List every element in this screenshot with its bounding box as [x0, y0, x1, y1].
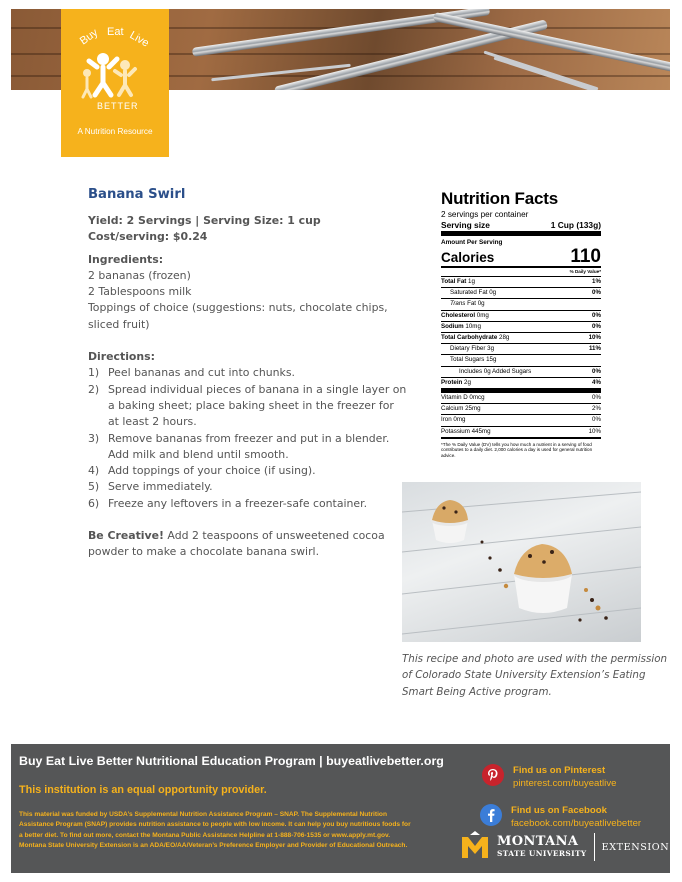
direction-step: 1) Peel bananas and cut into chunks. [88, 366, 295, 380]
recipe-section [88, 186, 408, 561]
msu-name-line1: MONTANA [497, 834, 579, 849]
nutrient-row: Trans Fat 0g [441, 298, 601, 309]
serving-size-row: Serving size 1 Cup (133g) [441, 220, 601, 230]
nutrient-row: Calcium 25mg 2% [441, 403, 601, 414]
nutrient-row: Vitamin D 0mcg 0% [441, 388, 601, 403]
msu-name-line2: STATE UNIVERSITY [497, 849, 587, 858]
ingredient-item: 2 bananas (frozen) [88, 268, 191, 282]
photo-caption: This recipe and photo are used with the permission of Colorado State University Extension’s Eating Smart Being Active program. [402, 653, 668, 698]
footer [11, 744, 670, 873]
nutrient-row: Total Carbohydrate 28g 10% [441, 332, 601, 343]
ingredient-item: Toppings of choice (suggestions: nuts, chocolate chips, sliced fruit) [88, 301, 388, 331]
logo-figures-icon [69, 21, 161, 113]
direction-step: 5) Serve immediately. [88, 480, 213, 494]
direction-step: 6) Freeze any leftovers in a freezer-safe container. [88, 496, 368, 510]
facebook-url[interactable]: facebook.com/buyeatlivebetter [511, 818, 642, 829]
facebook-icon [480, 804, 502, 826]
banana-swirl-photo [402, 482, 641, 642]
logo-subtitle: A Nutrition Resource [77, 127, 153, 136]
nutrition-facts-label [441, 189, 601, 459]
nutrient-row: Total Fat 1g 1% [441, 276, 601, 287]
nutrient-row: Saturated Fat 0g 0% [441, 287, 601, 298]
nutrient-row: Iron 0mg 0% [441, 414, 601, 425]
msu-extension-word: EXTENSION [601, 841, 670, 853]
pinterest-label: Find us on Pinterest [513, 765, 606, 776]
dessert-image [402, 482, 641, 642]
pinterest-url[interactable]: pinterest.com/buyeatlive [513, 778, 617, 789]
logo-word: BETTER [97, 101, 139, 111]
directions-heading: Directions: [88, 350, 155, 364]
msu-m-icon [459, 831, 491, 863]
nutrient-row: Sodium 10mg 0% [441, 321, 601, 332]
logo-word: Live [127, 29, 151, 50]
direction-step: 4) Add toppings of your choice (if using). [88, 464, 316, 478]
facebook-label: Find us on Facebook [511, 805, 607, 816]
pinterest-icon [482, 764, 504, 786]
direction-step: 3) Remove bananas from freezer and put in a blender. Add milk and blend until smooth. [88, 431, 390, 461]
equal-opportunity-statement: This institution is an equal opportunity provider. [19, 784, 267, 796]
logo-word: Eat [107, 26, 124, 38]
be-creative-tip: Be Creative! Add 2 teaspoons of unsweetened cocoa powder to make a chocolate banana swirl. [88, 529, 385, 559]
servings-per-container: 2 servings per container [441, 210, 529, 219]
nutrient-row: Potassium 445mg 10% [441, 426, 601, 437]
ingredients-heading: Ingredients: [88, 252, 164, 266]
footer-heading: Buy Eat Live Better Nutritional Education Program | buyeatlivebetter.org [19, 754, 444, 768]
nutrient-row: Protein 2g 4% [441, 377, 601, 388]
direction-step: 2) Spread individual pieces of banana in a single layer on a baking sheet; place baking sheet in the freezer for at least 2 hours. [88, 382, 407, 429]
pinterest-link[interactable] [482, 764, 616, 790]
facebook-link[interactable] [480, 804, 641, 830]
nutrient-row: Includes 0g Added Sugars 0% [441, 366, 601, 377]
msu-extension-logo [459, 831, 669, 863]
calories-row: Calories 110 [441, 246, 601, 267]
nutrient-row: Total Sugars 15g [441, 354, 601, 365]
directions-list [88, 365, 408, 512]
snap-fine-print: This material was funded by USDA’s Supplemental Nutrition Assistance Program – SNAP. The Supplemental Nutrition Assistance Program (SNAP) provides nutrition assistance to people with low income. It can help you buy nutritious foods for a better diet. To find out more, contact the Montana Public Assistance Helpline at 1-888-706-1535 or www.apply.mt.gov. Montana State University Extension is an ADA/EO/AA/Veteran’s Preference Employer and Provider of Educational Outreach. [19, 811, 411, 849]
daily-value-header: % Daily Value* [441, 266, 601, 276]
logo-divider [594, 833, 595, 861]
nutrient-row: Dietary Fiber 3g 11% [441, 343, 601, 354]
nutrition-footnote: *The % Daily Value (DV) tells you how much a nutrient in a serving of food contributes to a daily diet. 2,000 calories a day is used for general nutrition advice. [441, 437, 601, 459]
amount-per-serving: Amount Per Serving [441, 239, 503, 246]
logo-word: Buy [77, 26, 101, 48]
recipe-title: Banana Swirl [88, 187, 186, 202]
nutrient-row: Cholesterol 0mg 0% [441, 310, 601, 321]
recipe-yield: Yield: 2 Servings | Serving Size: 1 cup [88, 214, 321, 227]
nutrition-facts-title: Nutrition Facts [441, 189, 558, 208]
recipe-cost: Cost/serving: $0.24 [88, 230, 208, 244]
buy-eat-live-better-logo [61, 9, 169, 157]
ingredient-item: 2 Tablespoons milk [88, 285, 192, 299]
